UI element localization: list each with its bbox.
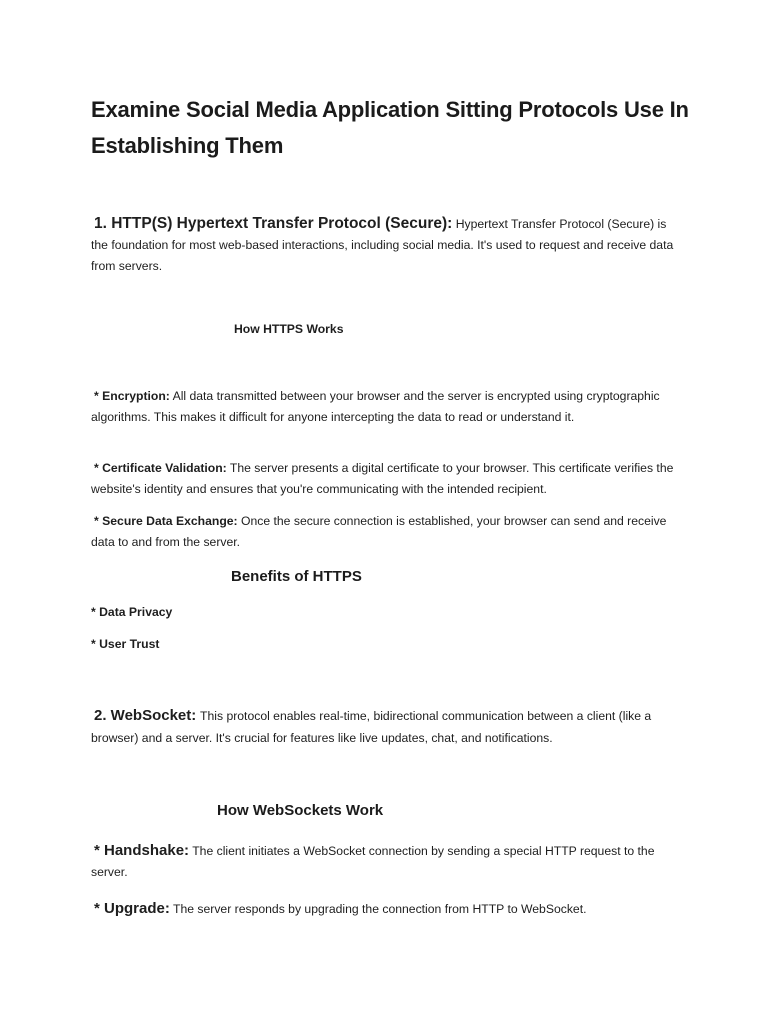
websocket-point-upgrade <box>91 898 683 920</box>
websocket-intro-text: This protocol enables real-time, bidirectional communication between a client (like a browser) and a server. It's crucial for features like live updates, chat, and notifications. <box>91 709 652 745</box>
https-point-secure-exchange <box>91 511 683 553</box>
benefits-of-https-heading: Benefits of HTTPS <box>231 568 362 585</box>
https-point-encryption <box>91 386 683 428</box>
websocket-section-heading: 2. WebSocket: <box>94 707 197 724</box>
benefit-item: * Data Privacy <box>91 605 173 619</box>
https-intro-paragraph <box>91 213 683 277</box>
https-section-heading: 1. HTTP(S) Hypertext Transfer Protocol (Secure): <box>94 215 453 232</box>
handshake-label: * Handshake: <box>94 842 190 859</box>
benefit-item: * User Trust <box>91 637 160 651</box>
page-title: Examine Social Media Application Sitting Protocols Use In Establishing Them <box>91 97 689 158</box>
https-intro-text: Hypertext Transfer Protocol (Secure) is the foundation for most web-based interactions, including social media. It's used to request and receive data from servers. <box>91 217 674 273</box>
websocket-point-handshake <box>91 840 683 883</box>
encryption-text: All data transmitted between your browser and the server is encrypted using cryptographic algorithms. This makes it difficult for anyone intercepting the data to read or understand it. <box>91 389 660 424</box>
websocket-intro-paragraph <box>91 705 683 749</box>
upgrade-label: * Upgrade: <box>94 900 170 917</box>
how-https-works-heading: How HTTPS Works <box>234 322 344 336</box>
certificate-validation-text: The server presents a digital certificate to your browser. This certificate verifies the website's identity and ensures that you're communicating with the intended recipient. <box>91 461 674 496</box>
certificate-validation-label: * Certificate Validation: <box>94 461 227 475</box>
https-point-certificate <box>91 458 683 500</box>
secure-data-exchange-label: * Secure Data Exchange: <box>94 514 238 528</box>
how-websockets-work-heading: How WebSockets Work <box>217 802 384 819</box>
upgrade-text: The server responds by upgrading the connection from HTTP to WebSocket. <box>173 902 587 916</box>
handshake-text: The client initiates a WebSocket connection by sending a special HTTP request to the server. <box>91 844 655 879</box>
encryption-label: * Encryption: <box>94 389 170 403</box>
secure-data-exchange-text: Once the secure connection is established, your browser can send and receive data to and from the server. <box>91 514 667 549</box>
